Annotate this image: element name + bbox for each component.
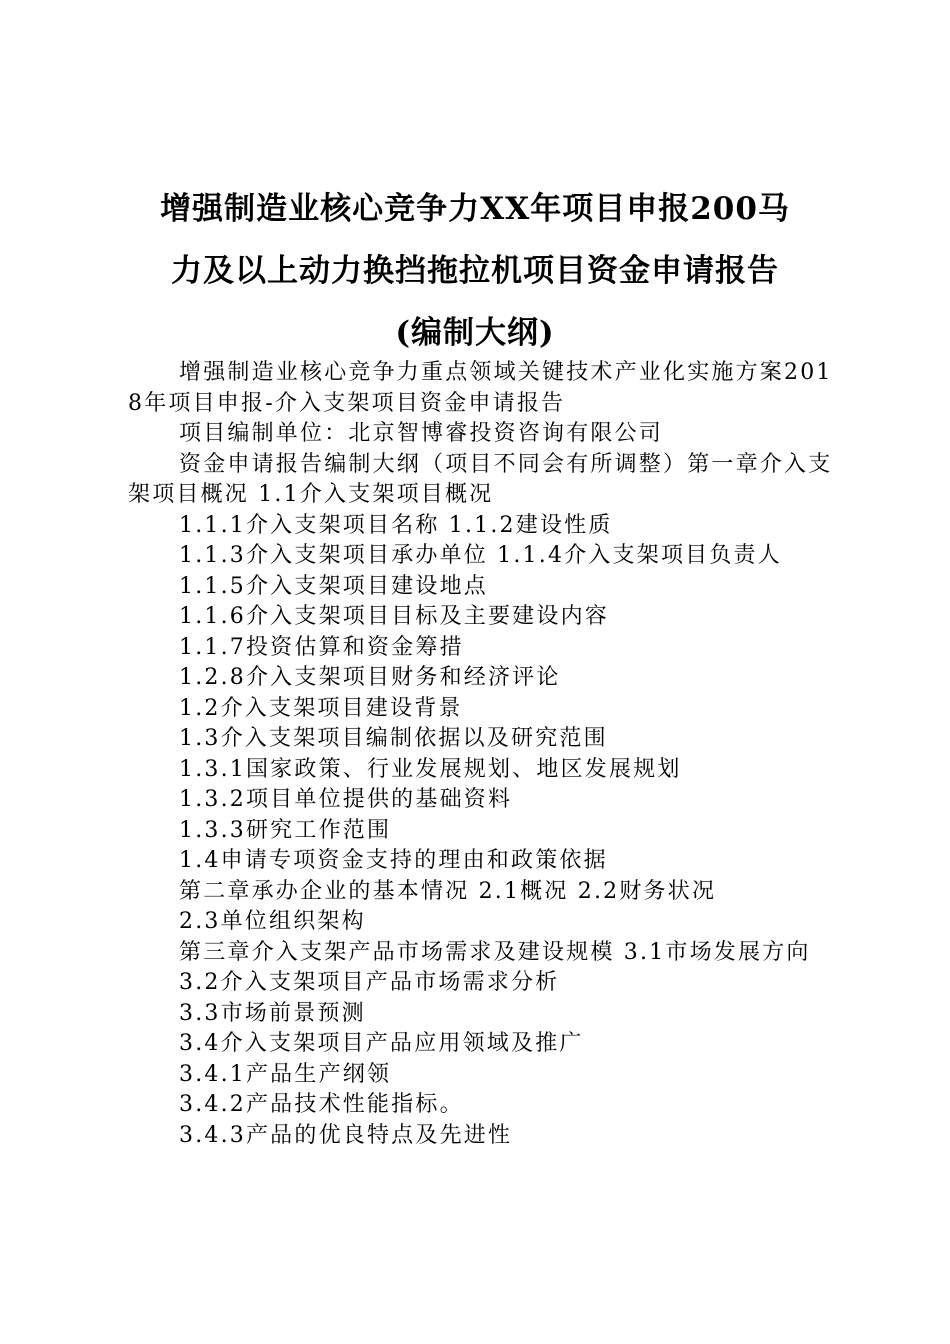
paragraph-intro: 增强制造业核心竞争力重点领域关键技术产业化实施方案2018年项目申报-介入支架项目资金申请报告 bbox=[128, 360, 833, 416]
outline-item: 3.4.1产品生产纲领 bbox=[179, 1061, 392, 1087]
outline-item: 1.2.8介入支架项目财务和经济评论 bbox=[179, 665, 561, 690]
outline-item: 3.4.3产品的优良特点及先进性 bbox=[179, 1122, 513, 1148]
outline-item: 3.2介入支架项目产品市场需求分析 bbox=[179, 970, 560, 995]
document-title bbox=[120, 178, 830, 364]
chapter-heading: 第二章承办企业的基本情况 2.1概况 2.2财务状况 bbox=[179, 878, 717, 904]
outline-item: 1.1.1介入支架项目名称 1.1.2建设性质 bbox=[179, 512, 613, 538]
paragraph-unit: 项目编制单位：北京智博睿投资咨询有限公司 bbox=[179, 421, 664, 446]
title-line-3: (编制大纲) bbox=[395, 315, 555, 351]
outline-item: 2.3单位组织架构 bbox=[179, 909, 366, 934]
outline-item: 1.1.3介入支架项目承办单位 1.1.4介入支架项目负责人 bbox=[179, 543, 782, 568]
document-body bbox=[128, 358, 833, 1151]
outline-item: 1.2介入支架项目建设背景 bbox=[179, 695, 463, 721]
outline-item: 1.1.5介入支架项目建设地点 bbox=[179, 573, 488, 599]
chapter-heading: 第三章介入支架产品市场需求及建设规模 3.1市场发展方向 bbox=[179, 939, 811, 965]
outline-item: 3.4.2产品技术性能指标。 bbox=[179, 1092, 464, 1117]
outline-item: 1.1.6介入支架项目目标及主要建设内容 bbox=[179, 604, 609, 629]
outline-item: 3.4介入支架项目产品应用领域及推广 bbox=[179, 1031, 584, 1056]
outline-item: 1.3.2项目单位提供的基础资料 bbox=[179, 787, 513, 812]
outline-item: 1.4申请专项资金支持的理由和政策依据 bbox=[179, 848, 608, 873]
title-line-1: 增强制造业核心竞争力XX年项目申报200马 bbox=[160, 191, 790, 227]
outline-item: 3.3市场前景预测 bbox=[179, 1000, 366, 1026]
title-line-2: 力及以上动力换挡拖拉机项目资金申请报告 bbox=[171, 253, 779, 289]
outline-item: 1.1.7投资估算和资金筹措 bbox=[179, 634, 464, 660]
outline-item: 1.3.1国家政策、行业发展规划、地区发展规划 bbox=[179, 756, 682, 782]
paragraph-outline: 资金申请报告编制大纲（项目不同会有所调整）第一章介入支架项目概况 1.1介入支架项目概况 bbox=[128, 451, 833, 507]
outline-item: 1.3.3研究工作范围 bbox=[179, 817, 392, 843]
outline-item: 1.3介入支架项目编制依据以及研究范围 bbox=[179, 726, 608, 751]
